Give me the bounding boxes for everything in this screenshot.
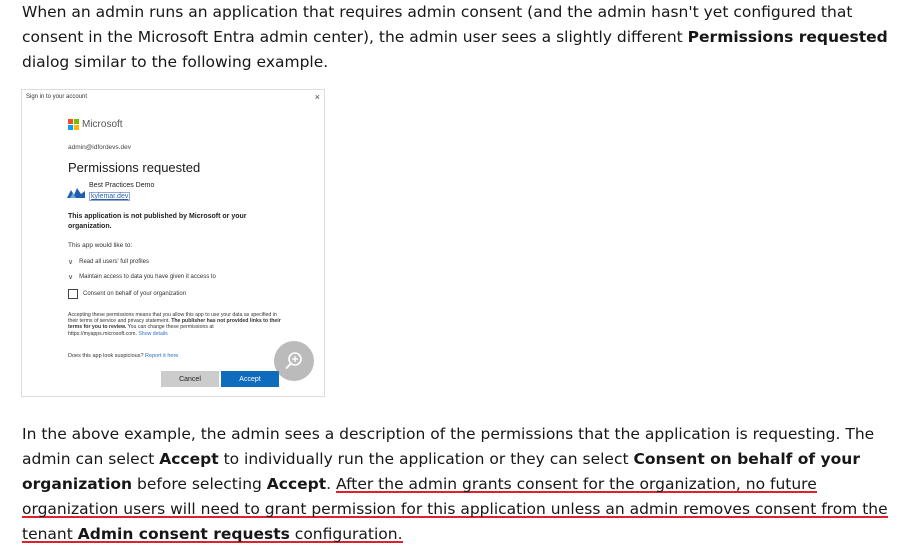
- chevron-down-icon: ∨: [68, 259, 74, 266]
- close-icon[interactable]: ×: [314, 92, 320, 102]
- permission-label: Read all users' full profiles: [79, 259, 149, 265]
- fine-print-bold: The publisher has not provided links to their terms for you to review.: [68, 318, 281, 331]
- explanation-text: In the above example, the admin sees a description of the permissions that the application is requesting. The admin can select: [22, 425, 875, 468]
- consent-label: Consent on behalf of your organization: [83, 291, 187, 297]
- suspicious-text: Does this app look suspicious?: [68, 353, 146, 359]
- permission-item[interactable]: [68, 258, 149, 266]
- app-name: Best Practices Demo: [89, 182, 155, 189]
- fine-print-text: Accepting these permissions means that you allow this app to use your data as specified in their terms of service and privacy statement.: [68, 312, 277, 325]
- dialog-title: Permissions requested: [68, 160, 201, 175]
- zoom-in-icon: [284, 351, 304, 371]
- explanation-text: .: [326, 475, 337, 493]
- cancel-button[interactable]: Cancel: [161, 371, 219, 387]
- accept-term: Accept: [266, 475, 327, 493]
- unpublished-warning: This application is not published by Microsoft or your organization.: [68, 213, 247, 230]
- intro-text: When an admin runs an application that requires admin consent (and the admin hasn't yet configured that consent in the Microsoft Entra admin center), the admin user sees a slightly different: [22, 3, 853, 46]
- accept-term: Accept: [159, 450, 219, 468]
- highlighted-text: After the admin grants consent for the organization, no future organization users will need to grant permission for this application unless an admin removes consent from the tenant: [22, 475, 888, 543]
- permission-label: Maintain access to data you have given it access to: [79, 274, 216, 280]
- zoom-in-button[interactable]: [274, 341, 314, 381]
- explanation-paragraph: [22, 422, 892, 547]
- highlighted-text-end: configuration.: [289, 525, 403, 543]
- consent-checkbox-row[interactable]: [68, 289, 186, 299]
- consent-checkbox[interactable]: [68, 289, 78, 299]
- admin-consent-requests-term: Admin consent requests: [77, 525, 290, 543]
- microsoft-brand: [68, 119, 123, 130]
- brand-name: Microsoft: [82, 119, 123, 130]
- explanation-text: to individually run the application or they can select: [218, 450, 634, 468]
- permission-item[interactable]: [68, 273, 216, 281]
- app-logo-icon: [67, 186, 85, 198]
- microsoft-logo-icon: [68, 119, 79, 130]
- app-publisher-link[interactable]: kylemar.dev: [91, 193, 129, 200]
- consent-term: Consent on behalf of your organization: [22, 450, 860, 493]
- intro-paragraph: [22, 0, 892, 75]
- explanation-text: before selecting: [132, 475, 267, 493]
- fine-print-text-2: You can change these permissions at https://myapps.microsoft.com.: [68, 324, 214, 337]
- dialog-topbar: Sign in to your account: [26, 94, 88, 100]
- intro-bold: Permissions requested: [687, 28, 888, 46]
- accept-button[interactable]: Accept: [221, 371, 279, 387]
- chevron-down-icon: ∨: [68, 274, 74, 281]
- wants-label: This app would like to:: [68, 242, 133, 249]
- show-details-link[interactable]: Show details: [138, 330, 168, 337]
- intro-text-end: dialog similar to the following example.: [22, 53, 329, 71]
- account-email: admin@idfordevs.dev: [68, 144, 131, 151]
- fine-print: [68, 312, 282, 337]
- report-link[interactable]: Report it here: [145, 353, 179, 359]
- suspicious-row: [68, 353, 178, 359]
